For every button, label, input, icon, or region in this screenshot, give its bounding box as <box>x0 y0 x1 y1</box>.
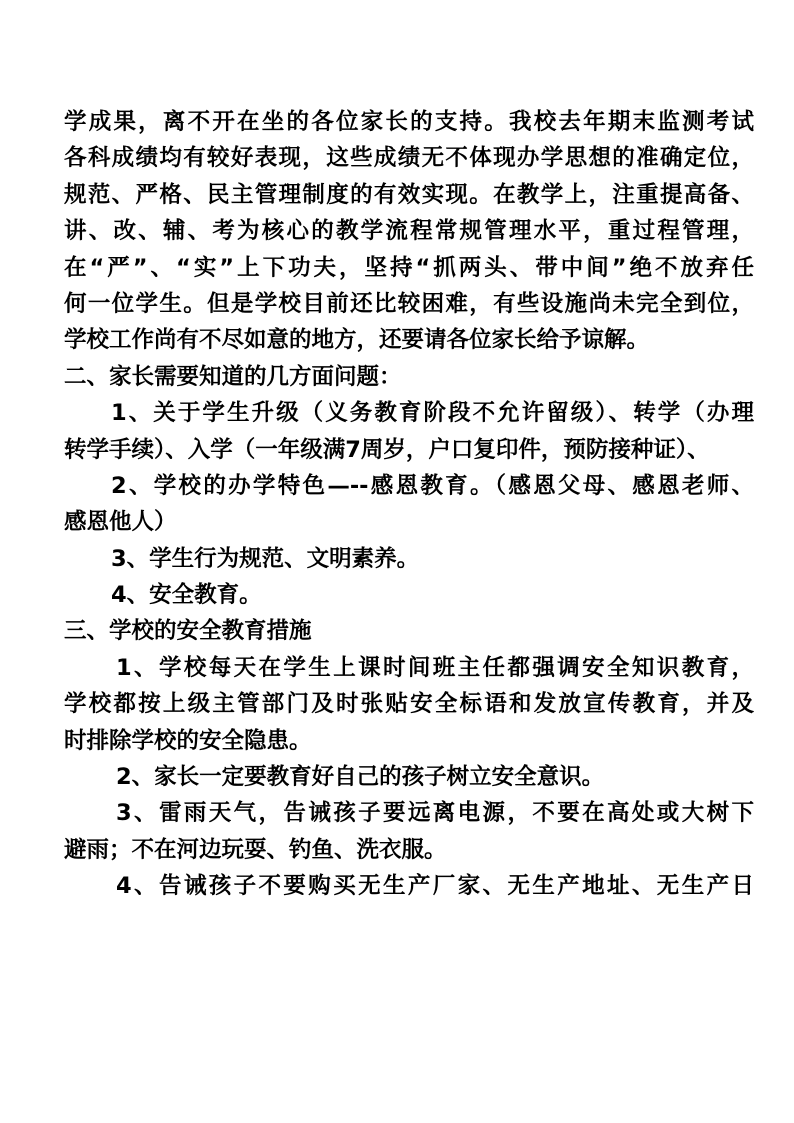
list-item-2-line-1: 2、学校的办学特色—--感恩教育。（感恩父母、感恩老师、 <box>111 472 754 499</box>
document-body <box>64 104 754 905</box>
safety-item-2: 2、家长一定要教育好自己的孩子树立安全意识。 <box>116 764 605 791</box>
list-item-1-line-2: 转学手续）、入学（一年级满7周岁，户口复印件，预防接种证）、 <box>64 436 710 463</box>
paragraph-line-5: 在“严”、“实”上下功夫，坚持“抓两头、带中间”绝不放弃任 <box>64 254 754 281</box>
list-item-1-line-1: 1、关于学生升级（义务教育阶段不允许留级）、转学（办理 <box>111 400 754 427</box>
safety-item-1-line-2: 学校都按上级主管部门及时张贴安全标语和发放宣传教育，并及 <box>64 691 754 718</box>
paragraph-line-1: 学成果，离不开在坐的各位家长的支持。我校去年期末监测考试 <box>64 109 754 135</box>
paragraph-line-3: 规范、严格、民主管理制度的有效实现。在教学上，注重提高备、 <box>64 181 754 208</box>
section-heading-three: 三、学校的安全教育措施 <box>64 618 312 645</box>
paragraph-line-4: 讲、改、辅、考为核心的教学流程常规管理水平，重过程管理， <box>64 218 754 245</box>
section-heading-two: 二、家长需要知道的几方面问题： <box>64 363 402 390</box>
safety-item-3-line-1: 3、雷雨天气，告诫孩子要远离电源，不要在高处或大树下 <box>116 800 754 827</box>
paragraph-line-7: 学校工作尚有不尽如意的地方，还要请各位家长给予谅解。 <box>64 327 650 354</box>
safety-item-3-line-2: 避雨；不在河边玩耍、钓鱼、洗衣服。 <box>64 836 447 863</box>
safety-item-1-line-1: 1、学校每天在学生上课时间班主任都强调安全知识教育， <box>116 654 754 681</box>
list-item-4: 4、安全教育。 <box>111 582 262 609</box>
safety-item-1-line-3: 时排除学校的安全隐患。 <box>64 727 312 754</box>
paragraph-line-6: 何一位学生。但是学校目前还比较困难，有些设施尚未完全到位， <box>64 290 754 317</box>
safety-item-4-line-1: 4、告诫孩子不要购买无生产厂家、无生产地址、无生产日 <box>116 873 754 900</box>
list-item-2-line-2: 感恩他人） <box>64 509 177 536</box>
list-item-3: 3、学生行为规范、文明素养。 <box>111 545 420 572</box>
paragraph-line-2: 各科成绩均有较好表现，这些成绩无不体现办学思想的准确定位， <box>64 145 754 172</box>
